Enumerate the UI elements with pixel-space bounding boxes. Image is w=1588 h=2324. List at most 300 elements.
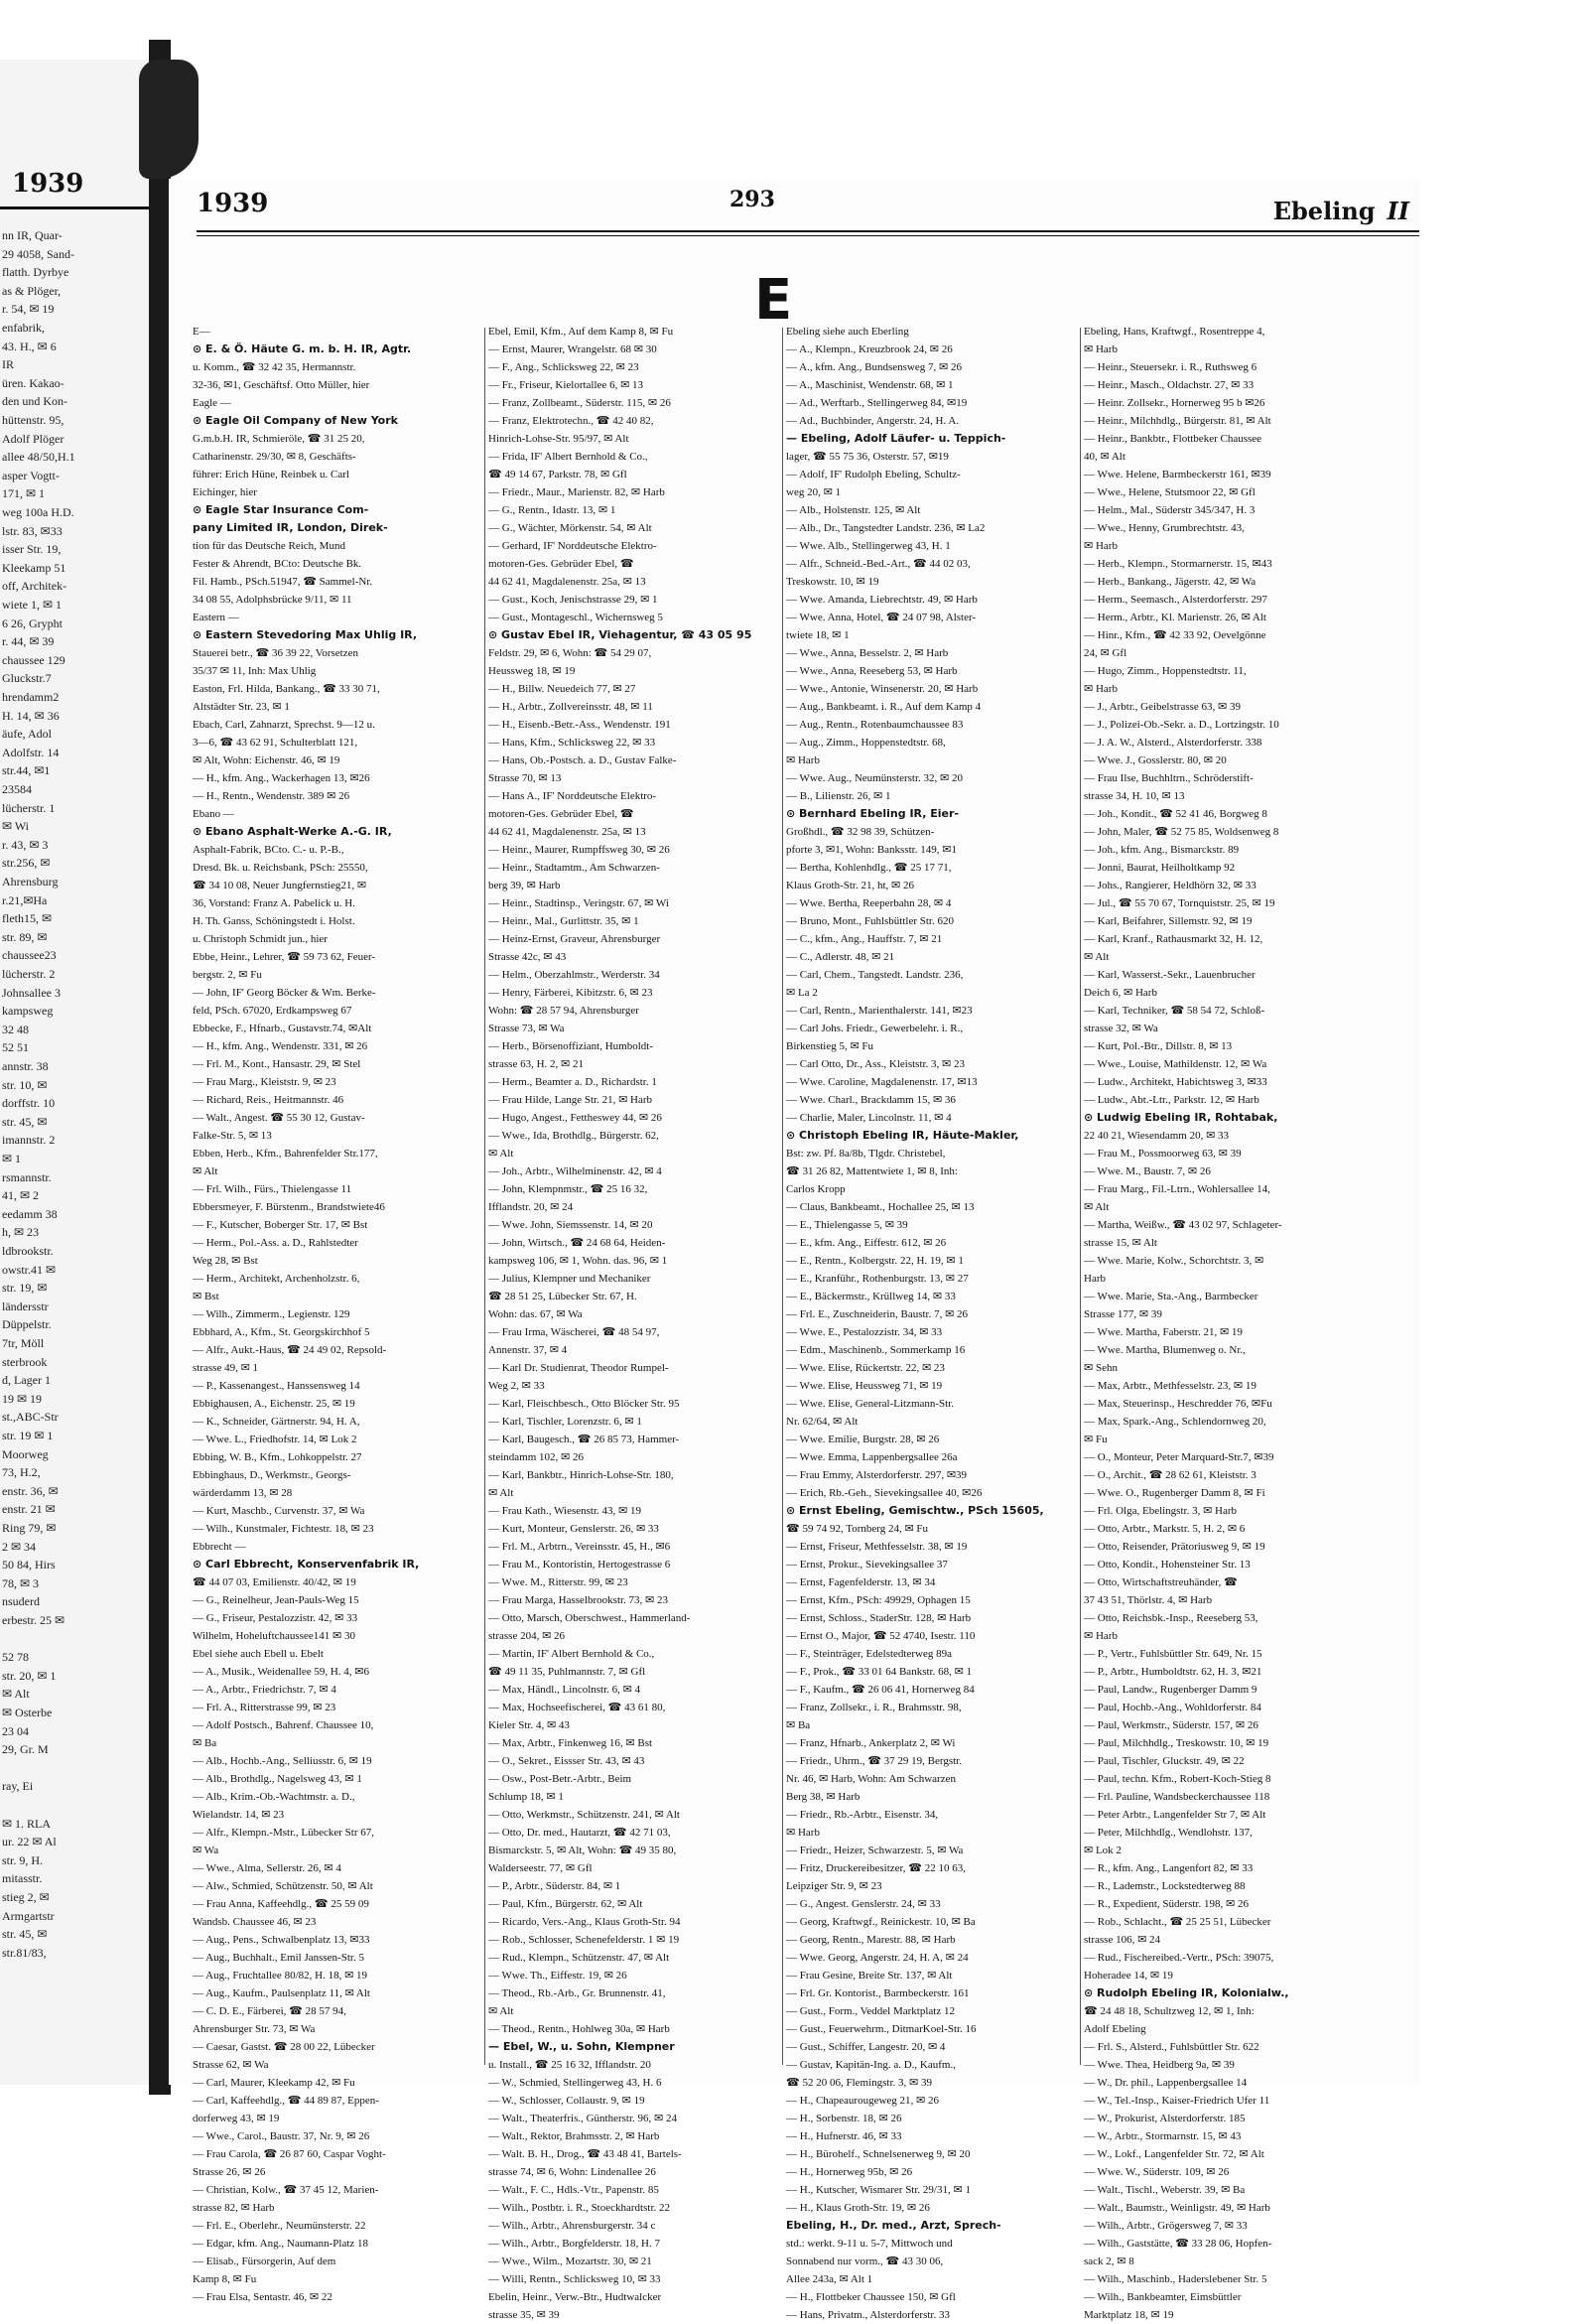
directory-entry-line: — Wwe. Amanda, Liebrechtstr. 49, ✉ Harb — [786, 594, 978, 606]
previous-page-line: ray, Ei — [2, 1779, 34, 1794]
directory-entry-line: ✉ Alt — [488, 2005, 514, 2017]
directory-entry-line: — Helm., Mal., Süderstr 345/347, H. 3 — [1084, 504, 1256, 516]
directory-entry-line: twiete 18, ✉ 1 — [786, 629, 850, 641]
previous-page-line: str. 45, ✉ — [2, 1114, 48, 1129]
directory-entry-line: — Wwe. Emma, Lappenbergsallee 26a — [786, 1451, 958, 1463]
directory-entry-line: — Willi, Rentn., Schlicksweg 10, ✉ 33 — [488, 2273, 661, 2285]
directory-entry-line: dorferweg 43, ✉ 19 — [193, 2113, 280, 2124]
previous-page-line — [2, 1798, 147, 1816]
directory-entry-line: — Heinr., Maurer, Rumpffsweg 30, ✉ 26 — [488, 844, 670, 856]
previous-page-line: 78, ✉ 3 — [2, 1575, 40, 1590]
directory-entry-line: — Bruno, Mont., Fuhlsbüttler Str. 620 — [786, 915, 954, 927]
directory-entry-line: — Frau Gesine, Breite Str. 137, ✉ Alt — [786, 1970, 953, 1982]
directory-entry-line: — Frau Carola, ☎ 26 87 60, Caspar Voght- — [193, 2148, 386, 2160]
previous-page-line: str.256, ✉ — [2, 856, 51, 871]
header-rule — [197, 230, 1419, 232]
directory-entry-line: — Kurt, Maschb., Curvenstr. 37, ✉ Wa — [193, 1505, 365, 1517]
previous-page-line: str. 19, ✉ — [2, 1281, 48, 1296]
directory-entry-line: — Herm., Beamter a. D., Richardstr. 1 — [488, 1076, 657, 1088]
directory-entry-line: — Herm., Seemasch., Alsterdorferstr. 297 — [1084, 594, 1267, 606]
directory-entry-line: ✉ Alt — [193, 1165, 218, 1177]
directory-entry-line: — Heinr., Bankbtr., Flottbeker Chaussee — [1084, 433, 1262, 445]
directory-entry-line: — H., Klaus Groth-Str. 19, ✉ 26 — [786, 2202, 930, 2214]
directory-entry-line: ☎ 28 51 25, Lübecker Str. 67, H. — [488, 1291, 637, 1302]
directory-entry-line: Allee 243a, ✉ Alt 1 — [786, 2273, 873, 2285]
directory-entry-line: — W., Tel.-Insp., Kaiser-Friedrich Ufer 11 — [1084, 2095, 1270, 2107]
previous-page-line: stieg 2, ✉ — [2, 1890, 50, 1904]
directory-entry-line: Eichinger, hier — [193, 486, 257, 498]
section-letter: E — [754, 268, 793, 333]
directory-entry-line: ☎ 31 26 82, Mattentwiete 1, ✉ 8, Inh: — [786, 1165, 958, 1177]
directory-entry-line: — F., Prok., ☎ 33 01 64 Bankstr. 68, ✉ 1 — [786, 1666, 973, 1678]
directory-entry-line: Kamp 8, ✉ Fu — [193, 2273, 257, 2285]
directory-entry-line: berg 39, ✉ Harb — [488, 880, 561, 891]
previous-page-line: dorffstr. 10 — [2, 1096, 56, 1111]
directory-entry-line: — Karl, Fleischbesch., Otto Blöcker Str. 95 — [488, 1398, 680, 1410]
directory-entry-line: — Karl, Beifahrer, Sillemstr. 92, ✉ 19 — [1084, 915, 1253, 927]
directory-column-1 — [193, 323, 482, 2303]
directory-entry-line: — Carl, Maurer, Kleekamp 42, ✉ Fu — [193, 2077, 355, 2089]
previous-page-line: owstr.41 ✉ — [2, 1262, 57, 1277]
previous-page-line: Johnsallee 3 — [2, 985, 61, 1000]
directory-entry-line: ✉ Harb — [786, 1827, 820, 1839]
directory-entry-line: — P., Arbtr., Süderstr. 84, ✉ 1 — [488, 1880, 621, 1892]
previous-page-line: nn IR, Quar- — [2, 228, 63, 242]
directory-entry-line: — Frl. Olga, Ebelingstr. 3, ✉ Harb — [1084, 1505, 1238, 1517]
directory-entry-line: 24, ✉ Gfl — [1084, 647, 1127, 659]
directory-entry-line: — Charlie, Maler, Lincolnstr. 11, ✉ 4 — [786, 1112, 952, 1124]
directory-entry-line: ☎ 34 10 08, Neuer Jungfernstieg21, ✉ — [193, 880, 367, 891]
directory-entry-line: — Carl, Kaffeehdlg., ☎ 44 89 87, Eppen- — [193, 2095, 379, 2107]
directory-entry-line: Deich 6, ✉ Harb — [1084, 987, 1157, 999]
directory-entry-line: — Alb., Dr., Tangstedter Landstr. 236, ✉ La2 — [786, 522, 986, 534]
previous-page-line: chaussee23 — [2, 948, 57, 963]
directory-entry-line: — Frl. M., Kont., Hansastr. 29, ✉ Stel — [193, 1058, 361, 1070]
previous-page-line: 23584 — [2, 782, 32, 796]
directory-entry-line: Wielandstr. 14, ✉ 23 — [193, 1809, 285, 1821]
directory-entry-line: — J., Arbtr., Geibelstrasse 63, ✉ 39 — [1084, 701, 1242, 713]
directory-entry-line: — Hugo, Angest., Fettheswey 44, ✉ 26 — [488, 1112, 662, 1124]
directory-entry-line: Schlump 18, ✉ 1 — [488, 1791, 564, 1803]
directory-entry-line: ✉ Bst — [193, 1291, 219, 1302]
directory-entry-line: — Carl Johs. Friedr., Gewerbelehr. i. R., — [786, 1023, 964, 1034]
directory-entry-line: führer: Erich Hüne, Reinbek u. Carl — [193, 469, 349, 480]
previous-page-line: Kleekamp 51 — [2, 560, 66, 575]
directory-entry-line: — H., kfm. Ang., Wendenstr. 331, ✉ 26 — [193, 1040, 368, 1052]
directory-entry-line: ⊙ E. & Ö. Häute G. m. b. H. IR, Agtr. — [193, 342, 412, 355]
directory-entry-line: ✉ Ba — [786, 1719, 811, 1731]
directory-entry-line: — H., Bürohelf., Schnelsenerweg 9, ✉ 20 — [786, 2148, 971, 2160]
previous-page-line: fleth15, ✉ — [2, 911, 53, 926]
directory-entry-line: Falke-Str. 5, ✉ 13 — [193, 1130, 272, 1142]
directory-entry-line: ⊙ Bernhard Ebeling IR, Eier- — [786, 807, 959, 820]
directory-entry-line: — Ernst, Fagenfelderstr. 13, ✉ 34 — [786, 1576, 936, 1588]
directory-entry-line: Ebel siehe auch Ebell u. Ebelt — [193, 1648, 324, 1660]
previous-page-line: annstr. 38 — [2, 1059, 49, 1073]
directory-entry-line: — Wwe., Alma, Sellerstr. 26, ✉ 4 — [193, 1862, 341, 1874]
directory-entry-line: — Walt., F. C., Hdls.-Vtr., Papenstr. 85 — [488, 2184, 659, 2196]
directory-entry-line: — H., Sorbenstr. 18, ✉ 26 — [786, 2113, 902, 2124]
directory-entry-line: — Heinr., Steuersekr. i. R., Ruthsweg 6 — [1084, 361, 1257, 373]
directory-entry-line: — Frau M., Possmoorweg 63, ✉ 39 — [1084, 1148, 1242, 1160]
previous-page-line: Armgartstr — [2, 1908, 55, 1923]
previous-page-line: 32 48 — [2, 1022, 29, 1036]
previous-page-line: str. 9, H. — [2, 1852, 44, 1867]
directory-entry-line: — Wwe. Martha, Faberstr. 21, ✉ 19 — [1084, 1326, 1243, 1338]
directory-entry-line: — Gust., Schiffer, Langestr. 20, ✉ 4 — [786, 2041, 946, 2053]
directory-entry-line: — Frau Marg., Fil.-Ltrn., Wohlersallee 14, — [1084, 1183, 1270, 1195]
directory-entry-line: — Frau Marga, Hasselbrookstr. 73, ✉ 23 — [488, 1594, 669, 1606]
directory-entry-line: strasse 204, ✉ 26 — [488, 1630, 566, 1642]
previous-page-line: üren. Kakao- — [2, 375, 65, 390]
previous-page-line: off, Architek- — [2, 579, 67, 594]
directory-entry-line: — Adolf, IF' Rudolph Ebeling, Schultz- — [786, 469, 961, 480]
directory-entry-line: Ebeling, H., Dr. med., Arzt, Sprech- — [786, 2219, 1001, 2232]
directory-entry-line: — Franz, Zollsekr., i. R., Brahmsstr. 98, — [786, 1702, 962, 1713]
previous-page-line: rsmannstr. — [2, 1169, 52, 1184]
directory-column-3 — [786, 323, 1076, 2321]
directory-entry-line: — Carl Otto, Dr., Ass., Kleiststr. 3, ✉ 23 — [786, 1058, 966, 1070]
directory-entry-line: — R., kfm. Ang., Langenfort 82, ✉ 33 — [1084, 1862, 1254, 1874]
directory-entry-line: Fil. Hamb., PSch.51947, ☎ Sammel-Nr. — [193, 576, 373, 588]
directory-entry-line: — Ludw., Abt.-Ltr., Parkstr. 12, ✉ Harb — [1084, 1094, 1259, 1106]
directory-entry-line: u. Install., ☎ 25 16 32, Ifflandstr. 20 — [488, 2059, 651, 2071]
previous-page-line: enstr. 36, ✉ — [2, 1483, 59, 1498]
directory-entry-line: 37 43 51, Thörlstr. 4, ✉ Harb — [1084, 1594, 1213, 1606]
directory-entry-line: wärderdamm 13, ✉ 28 — [193, 1487, 293, 1499]
directory-entry-line: ☎ 49 14 67, Parkstr. 78, ✉ Gfl — [488, 469, 627, 480]
previous-page-line: asper Vogtt- — [2, 468, 60, 482]
directory-entry-line: — Christian, Kolw., ☎ 37 45 12, Marien- — [193, 2184, 379, 2196]
directory-entry-line: Annenstr. 37, ✉ 4 — [488, 1344, 568, 1356]
directory-entry-line: ✉ Harb — [1084, 540, 1118, 552]
directory-entry-line: — Walt., Rektor, Brahmsstr. 2, ✉ Harb — [488, 2130, 660, 2142]
directory-entry-line: ☎ 52 20 06, Flemingstr. 3, ✉ 39 — [786, 2077, 932, 2089]
directory-entry-line: ⊙ Gustav Ebel IR, Viehagentur, ☎ 43 05 95 — [488, 628, 752, 641]
directory-entry-line: Ebbrecht — — [193, 1541, 246, 1553]
directory-entry-line: — Paul, Werkmstr., Süderstr. 157, ✉ 26 — [1084, 1719, 1258, 1731]
directory-entry-line: — Gust., Form., Veddel Marktplatz 12 — [786, 2005, 955, 2017]
directory-entry-line: Ebbing, W. B., Kfm., Lohkoppelstr. 27 — [193, 1451, 362, 1463]
directory-entry-line: — Wilh., Gaststätte, ☎ 33 28 06, Hopfen- — [1084, 2238, 1272, 2250]
previous-page-year: 1939 — [12, 169, 84, 199]
directory-entry-line: — Max, Hochseefischerei, ☎ 43 61 80, — [488, 1702, 666, 1713]
previous-page-line: 29, Gr. M — [2, 1742, 49, 1757]
directory-entry-line: — R., Expedient, Süderstr. 198, ✉ 26 — [1084, 1898, 1249, 1910]
directory-entry-line: Ebbinghaus, D., Werkmstr., Georgs- — [193, 1469, 351, 1481]
directory-entry-line: — Martha, Weißw., ☎ 43 02 97, Schlageter- — [1084, 1219, 1282, 1231]
directory-entry-line: — Wwe. Anna, Hotel, ☎ 24 07 98, Alster- — [786, 612, 977, 623]
directory-entry-line: — Joh., kfm. Ang., Bismarckstr. 89 — [1084, 844, 1240, 856]
previous-page-line: ✉ Alt — [2, 1687, 30, 1702]
directory-entry-line: — Bertha, Kohlenhdlg., ☎ 25 17 71, — [786, 862, 952, 874]
directory-entry-line: — P., Vertr., Fuhlsbüttler Str. 649, Nr. 15 — [1084, 1648, 1262, 1660]
directory-entry-line: Dresd. Bk. u. Reichsbank, PSch: 25550, — [193, 862, 368, 874]
directory-entry-line: — B., Lilienstr. 26, ✉ 1 — [786, 790, 891, 802]
directory-entry-line: — O., Archit., ☎ 28 62 61, Kleiststr. 3 — [1084, 1469, 1257, 1481]
directory-entry-line: — R., Lademstr., Lockstedterweg 88 — [1084, 1880, 1246, 1892]
directory-entry-line: — A., Maschinist, Wendenstr. 68, ✉ 1 — [786, 379, 954, 391]
directory-entry-line: — Ernst O., Major, ☎ 52 4740, Isestr. 110 — [786, 1630, 976, 1642]
directory-entry-line: — Aug., Rentn., Rotenbaumchaussee 83 — [786, 719, 964, 731]
directory-entry-line: — Wilh., Bankbeamter, Eimsbüttler — [1084, 2291, 1242, 2303]
directory-entry-line: — Wwe., Anna, Reeseberg 53, ✉ Harb — [786, 665, 958, 677]
directory-entry-line: — H., Chapeaurougeweg 21, ✉ 26 — [786, 2095, 940, 2107]
directory-entry-line: — Karl, Kranf., Rathausmarkt 32, H. 12, — [1084, 933, 1263, 945]
directory-entry-line: — Frl. Pauline, Wandsbeckerchaussee 118 — [1084, 1791, 1270, 1803]
directory-entry-line: — Wwe. Elise, General-Litzmann-Str. — [786, 1398, 955, 1410]
directory-entry-line: — Adolf Postsch., Bahrenf. Chaussee 10, — [193, 1719, 374, 1731]
directory-entry-line: — Heinr. Zollsekr., Hornerweg 95 b ✉26 — [1084, 397, 1265, 409]
directory-entry-line: — Heinr., Stadtinsp., Veringstr. 67, ✉ Wi — [488, 897, 669, 909]
directory-entry-line: — Frau Anna, Kaffeehdlg., ☎ 25 59 09 — [193, 1898, 369, 1910]
directory-entry-line: strasse 49, ✉ 1 — [193, 1362, 259, 1374]
directory-entry-line: Weg 28, ✉ Bst — [193, 1255, 258, 1267]
directory-entry-line: 35/37 ✉ 11, Inh: Max Uhlig — [193, 665, 317, 677]
directory-entry-line: ⊙ Ernst Ebeling, Gemischtw., PSch 15605, — [786, 1504, 1044, 1517]
directory-entry-line: — Fritz, Druckereibesitzer, ☎ 22 10 63, — [786, 1862, 966, 1874]
directory-entry-line: — Fr., Friseur, Kielortallee 6, ✉ 13 — [488, 379, 644, 391]
directory-entry-line: Bst: zw. Pf. 8a/8b, Tlgdr. Christebel, — [786, 1148, 946, 1160]
directory-entry-line: — Wwe. Emilie, Burgstr. 28, ✉ 26 — [786, 1434, 940, 1445]
directory-entry-line: — Wwe. Alb., Stellingerweg 43, H. 1 — [786, 540, 951, 552]
previous-page-line: Düppelstr. — [2, 1317, 52, 1332]
previous-page-line: lücherstr. 1 — [2, 800, 56, 815]
directory-entry-line: — Rob., Schlosser, Schenefelderstr. 1 ✉ 19 — [488, 1934, 680, 1946]
directory-entry-line: ⊙ Ebano Asphalt-Werke A.-G. IR, — [193, 825, 392, 838]
previous-page-line: 19 ✉ 19 — [2, 1391, 43, 1406]
directory-entry-line: Harb — [1084, 1273, 1106, 1285]
previous-page-line: 52 51 — [2, 1040, 29, 1055]
directory-entry-line: — Alfr., Aukt.-Haus, ☎ 24 49 02, Repsold- — [193, 1344, 387, 1356]
directory-entry-line: ✉ Harb — [1084, 1630, 1118, 1642]
previous-page-line: r. 44, ✉ 39 — [2, 634, 55, 649]
directory-entry-line: Ebeling siehe auch Eberling — [786, 326, 909, 338]
directory-entry-line: — Hugo, Zimm., Hoppenstedtstr. 11, — [1084, 665, 1247, 677]
directory-entry-line: 44 62 41, Magdalenenstr. 25a, ✉ 13 — [488, 826, 646, 838]
previous-page-line: lstr. 83, ✉33 — [2, 523, 63, 538]
directory-entry-line: — Friedr., Rb.-Arbtr., Eisenstr. 34, — [786, 1809, 939, 1821]
directory-entry-line: — Caesar, Gastst. ☎ 28 00 22, Lübecker — [193, 2041, 375, 2053]
previous-page-line: 23 04 — [2, 1723, 29, 1738]
previous-page-line: enfabrik, — [2, 321, 45, 335]
directory-entry-line: Altstädter Str. 23, ✉ 1 — [193, 701, 290, 713]
previous-page-line: str. 45, ✉ — [2, 1927, 48, 1942]
directory-entry-line: — Wwe. John, Siemssenstr. 14, ✉ 20 — [488, 1219, 653, 1231]
directory-entry-line: Nr. 62/64, ✉ Alt — [786, 1416, 859, 1428]
column-divider — [782, 328, 783, 2065]
directory-entry-line: ✉ Harb — [1084, 343, 1118, 355]
directory-entry-line: — Walt., Theaterfris., Güntherstr. 96, ✉ 24 — [488, 2113, 678, 2124]
directory-entry-line: — Otto, Arbtr., Markstr. 5, H. 2, ✉ 6 — [1084, 1523, 1246, 1535]
directory-entry-line: — A., Arbtr., Friedrichstr. 7, ✉ 4 — [193, 1684, 336, 1696]
directory-entry-line: — Wwe. Helene, Barmbeckerstr 161, ✉39 — [1084, 469, 1271, 480]
directory-entry-line: — Ernst, Prokur., Sievekingsallee 37 — [786, 1559, 948, 1571]
directory-entry-line: — A., kfm. Ang., Bundsensweg 7, ✉ 26 — [786, 361, 962, 373]
directory-entry-line: — G., Friseur, Pestalozzistr. 42, ✉ 33 — [193, 1612, 358, 1624]
directory-entry-line: — H., Eisenb.-Betr.-Ass., Wendenstr. 191 — [488, 719, 671, 731]
directory-entry-line: — Otto, Kondit., Hohensteiner Str. 13 — [1084, 1559, 1251, 1571]
previous-page-line: sterbrook — [2, 1354, 48, 1369]
directory-entry-line: — Kurt, Monteur, Genslerstr. 26, ✉ 33 — [488, 1523, 659, 1535]
previous-page-line: r.21,✉Ha — [2, 892, 48, 907]
directory-entry-line: Asphalt-Fabrik, BCto. C.- u. P.-B., — [193, 844, 344, 856]
previous-page-line: kampsweg — [2, 1004, 54, 1019]
directory-entry-line: Marktplatz 18, ✉ 19 — [1084, 2309, 1174, 2321]
directory-entry-line: — Gustav, Kapitän-Ing. a. D., Kaufm., — [786, 2059, 956, 2071]
directory-entry-line: Ebbhard, A., Kfm., St. Georgskirchhof 5 — [193, 1326, 370, 1338]
previous-page-line: imannstr. 2 — [2, 1133, 56, 1148]
directory-entry-line: ✉ Alt, Wohn: Eichenstr. 46, ✉ 19 — [193, 754, 340, 766]
directory-entry-line: — Herb., Klempn., Stormarnerstr. 15, ✉43 — [1084, 558, 1272, 570]
directory-entry-line: — C., Adlerstr. 48, ✉ 21 — [786, 951, 895, 963]
directory-entry-line: — Wwe. M., Baustr. 7, ✉ 26 — [1084, 1165, 1211, 1177]
directory-entry-line: — Georg, Kraftwgf., Reinickestr. 10, ✉ Ba — [786, 1916, 976, 1928]
directory-entry-line: — Wwe. J., Gosslerstr. 80, ✉ 20 — [1084, 754, 1227, 766]
directory-entry-line: — E., Thielengasse 5, ✉ 39 — [786, 1219, 908, 1231]
directory-entry-line: — Frau Kath., Wiesenstr. 43, ✉ 19 — [488, 1505, 641, 1517]
directory-entry-line: Fester & Ahrendt, BCto: Deutsche Bk. — [193, 558, 362, 570]
directory-entry-line: — Friedr., Heizer, Schwarzestr. 5, ✉ Wa — [786, 1845, 964, 1856]
directory-entry-line: strasse 63, H. 2, ✉ 21 — [488, 1058, 584, 1070]
directory-entry-line: — H., kfm. Ang., Wackerhagen 13, ✉26 — [193, 772, 370, 784]
previous-page-line: H. 14, ✉ 36 — [2, 708, 60, 723]
directory-entry-line: — Wwe., Antonie, Winsenerstr. 20, ✉ Harb — [786, 683, 979, 695]
previous-page-line: ✉ 1. RLA — [2, 1816, 52, 1831]
directory-entry-line: — J., Polizei-Ob.-Sekr. a. D., Lortzingstr. 10 — [1084, 719, 1279, 731]
directory-entry-line: — W., Prokurist, Alsterdorferstr. 185 — [1084, 2113, 1246, 2124]
directory-entry-line: — Wwe. M., Ritterstr. 99, ✉ 23 — [488, 1576, 628, 1588]
previous-page-line: eedamm 38 — [2, 1206, 58, 1221]
directory-entry-line: — E., kfm. Ang., Eiffestr. 612, ✉ 26 — [786, 1237, 947, 1249]
directory-entry-line: — Rud., Fischereibed.-Vertr., PSch: 39075, — [1084, 1952, 1274, 1964]
directory-entry-line: Klaus Groth-Str. 21, ht, ✉ 26 — [786, 880, 914, 891]
directory-entry-line: — Alb., Brothdlg., Nagelsweg 43, ✉ 1 — [193, 1773, 362, 1785]
directory-entry-line: — W., Lokf., Langenfelder Str. 72, ✉ Alt — [1084, 2148, 1264, 2160]
directory-entry-line: feld, PSch. 67020, Erdkampsweg 67 — [193, 1005, 352, 1017]
previous-page-line: erbestr. 25 ✉ — [2, 1613, 66, 1627]
directory-entry-line: Eagle — — [193, 397, 231, 409]
directory-entry-line: Walderseestr. 77, ✉ Gfl — [488, 1862, 593, 1874]
directory-entry-line: — Kurt, Pol.-Btr., Dillstr. 8, ✉ 13 — [1084, 1040, 1233, 1052]
directory-entry-line: — Johs., Rangierer, Heldhörn 32, ✉ 33 — [1084, 880, 1257, 891]
directory-entry-line: — Walt., Angest. ☎ 55 30 12, Gustav- — [193, 1112, 365, 1124]
directory-entry-line: — Frl. M., Arbtrn., Vereinsstr. 45, H., ✉6 — [488, 1541, 671, 1553]
directory-entry-line: ✉ Harb — [1084, 683, 1118, 695]
directory-entry-line: Wilhelm, Hoheluftchaussee141 ✉ 30 — [193, 1630, 355, 1642]
directory-entry-line: — A., Musik., Weidenallee 59, H. 4, ✉6 — [193, 1666, 369, 1678]
directory-entry-line: Ebel, Emil, Kfm., Auf dem Kamp 8, ✉ Fu — [488, 326, 674, 338]
directory-entry-line: ✉ Ba — [193, 1737, 217, 1749]
directory-entry-line: — Paul, techn. Kfm., Robert-Koch-Stieg 8 — [1084, 1773, 1271, 1785]
directory-entry-line: — Gerhard, IF' Norddeutsche Elektro- — [488, 540, 657, 552]
directory-entry-line: 32-36, ✉1, Geschäftsf. Otto Müller, hier — [193, 379, 370, 391]
previous-page-line: Ahrensburg — [2, 875, 59, 889]
directory-entry-line: — Jonni, Baurat, Heilholtkamp 92 — [1084, 862, 1236, 874]
previous-page-line: wiete 1, ✉ 1 — [2, 598, 63, 612]
directory-entry-line: Ebach, Carl, Zahnarzt, Sprechst. 9—12 u. — [193, 719, 375, 731]
directory-entry-line: — Alw., Schmied, Schützenstr. 50, ✉ Alt — [193, 1880, 373, 1892]
directory-entry-line: Großhdl., ☎ 32 98 39, Schützen- — [786, 826, 935, 838]
directory-entry-line: — Wwe. Elise, Heussweg 71, ✉ 19 — [786, 1380, 943, 1392]
directory-entry-line: — Ebeling, Adolf Läufer- u. Teppich- — [786, 432, 1006, 445]
directory-entry-line: strasse 74, ✉ 6, Wohn: Lindenallee 26 — [488, 2166, 656, 2178]
directory-entry-line: Birkenstieg 5, ✉ Fu — [786, 1040, 874, 1052]
directory-entry-line: 44 62 41, Magdalenenstr. 25a, ✉ 13 — [488, 576, 646, 588]
directory-entry-line: ⊙ Eastern Stevedoring Max Uhlig IR, — [193, 628, 418, 641]
directory-entry-line: — Wwe. Th., Eiffestr. 19, ✉ 26 — [488, 1970, 627, 1982]
directory-entry-line: — Ernst, Maurer, Wrangelstr. 68 ✉ 30 — [488, 343, 657, 355]
directory-entry-line: Wohn: ☎ 28 57 94, Ahrensburger — [488, 1005, 639, 1017]
previous-page-line: ur. 22 ✉ Al — [2, 1835, 57, 1849]
directory-entry-line: 34 08 55, Adolphsbrücke 9/11, ✉ 11 — [193, 594, 352, 606]
directory-entry-line: Ebbighausen, A., Eichenstr. 25, ✉ 19 — [193, 1398, 355, 1410]
directory-entry-line: — Frau Elsa, Sentastr. 46, ✉ 22 — [193, 2291, 332, 2303]
previous-page-line: 7tr, Möll — [2, 1336, 45, 1350]
directory-entry-line: — Frau Marg., Kleiststr. 9, ✉ 23 — [193, 1076, 336, 1088]
directory-entry-line: Ebelin, Heinr., Verw.-Btr., Hudtwalcker — [488, 2291, 662, 2303]
directory-entry-line: — Otto, Dr. med., Hautarzt, ☎ 42 71 03, — [488, 1827, 671, 1839]
directory-entry-line: — Aug., Kaufm., Paulsenplatz 11, ✉ Alt — [193, 1987, 370, 1999]
directory-entry-line: — Frl. Gr. Kontorist., Barmbeckerstr. 161 — [786, 1987, 970, 1999]
directory-entry-line: — Frida, IF' Albert Bernhold & Co., — [488, 451, 648, 463]
directory-entry-line: ✉ Wa — [193, 1845, 219, 1856]
directory-entry-line: ✉ Alt — [1084, 1201, 1110, 1213]
page-number: 293 — [729, 187, 775, 212]
directory-entry-line: pforte 3, ✉1, Wohn: Banksstr. 149, ✉1 — [786, 844, 957, 856]
directory-entry-line: — W., Arbtr., Stormarnstr. 15, ✉ 43 — [1084, 2130, 1242, 2142]
directory-entry-line: — Wwe. Marie, Kolw., Schorchtstr. 3, ✉ — [1084, 1255, 1264, 1267]
directory-entry-line: — Karl, Bankbtr., Hinrich-Lohse-Str. 180, — [488, 1469, 674, 1481]
previous-page-line: weg 100a H.D. — [2, 505, 74, 519]
directory-entry-line: — Hans, Ob.-Postsch. a. D., Gustav Falke- — [488, 754, 677, 766]
directory-entry-line: — J. A. W., Alsterd., Alsterdorferstr. 338 — [1084, 737, 1262, 749]
directory-entry-line: ☎ 49 11 35, Puhlmannstr. 7, ✉ Gfl — [488, 1666, 646, 1678]
directory-entry-line: ⊙ Ludwig Ebeling IR, Rohtabak, — [1084, 1111, 1278, 1124]
previous-page-line: flatth. Dyrbye — [2, 265, 69, 280]
directory-entry-line: — Carl, Chem., Tangstedt. Landstr. 236, — [786, 969, 964, 981]
directory-entry-line: — C., kfm., Ang., Hauffstr. 7, ✉ 21 — [786, 933, 943, 945]
previous-page-line: äufe, Adol — [2, 727, 52, 742]
directory-entry-line: strasse 82, ✉ Harb — [193, 2202, 275, 2214]
directory-entry-line: — Wwe. Elise, Rückertstr. 22, ✉ 23 — [786, 1362, 945, 1374]
directory-entry-line: — Walt., Baumstr., Weinligstr. 49, ✉ Harb — [1084, 2202, 1270, 2214]
column-divider — [1080, 328, 1081, 2065]
directory-entry-line: ☎ 59 74 92, Tornberg 24, ✉ Fu — [786, 1523, 929, 1535]
directory-entry-line: — Paul, Milchhdlg., Treskowstr. 10, ✉ 19 — [1084, 1737, 1269, 1749]
previous-page-line: 43. H., ✉ 6 — [2, 339, 57, 353]
directory-entry-line: — E., Rentn., Kolbergstr. 22, H. 19, ✉ 1 — [786, 1255, 964, 1267]
directory-entry-line: ✉ La 2 — [786, 987, 818, 999]
previous-page-line: 2 ✉ 34 — [2, 1539, 37, 1554]
directory-entry-line: ✉ Harb — [786, 754, 820, 766]
previous-page-line: ✉ Wi — [2, 819, 30, 834]
directory-entry-line: 22 40 21, Wiesendamm 20, ✉ 33 — [1084, 1130, 1230, 1142]
running-head-roman: II — [1387, 197, 1409, 225]
directory-entry-line: — Heinr., Mal., Gurlittstr. 35, ✉ 1 — [488, 915, 639, 927]
directory-entry-line: — Wwe. Georg, Angerstr. 24, H. A, ✉ 24 — [786, 1952, 969, 1964]
directory-entry-line: — Wilh., Maschinb., Haderslebener Str. 5 — [1084, 2273, 1267, 2285]
directory-entry-line: — Aug., Zimm., Hoppenstedtstr. 68, — [786, 737, 946, 749]
directory-entry-line: — Ernst, Friseur, Methfesselstr. 38, ✉ 19 — [786, 1541, 968, 1553]
directory-entry-line: — Wwe., Henny, Grumbrechtstr. 43, — [1084, 522, 1245, 534]
directory-entry-line: — Aug., Pens., Schwalbenplatz 13, ✉33 — [193, 1934, 370, 1946]
previous-page-line — [2, 1761, 147, 1779]
directory-entry-line: — Herm., Arbtr., Kl. Marienstr. 26, ✉ Alt — [1084, 612, 1266, 623]
directory-entry-line: — Aug., Buchhalt., Emil Janssen-Str. 5 — [193, 1952, 364, 1964]
directory-entry-line: Ifflandstr. 20, ✉ 24 — [488, 1201, 574, 1213]
directory-entry-line: Easton, Frl. Hilda, Bankang., ☎ 33 30 71, — [193, 683, 380, 695]
